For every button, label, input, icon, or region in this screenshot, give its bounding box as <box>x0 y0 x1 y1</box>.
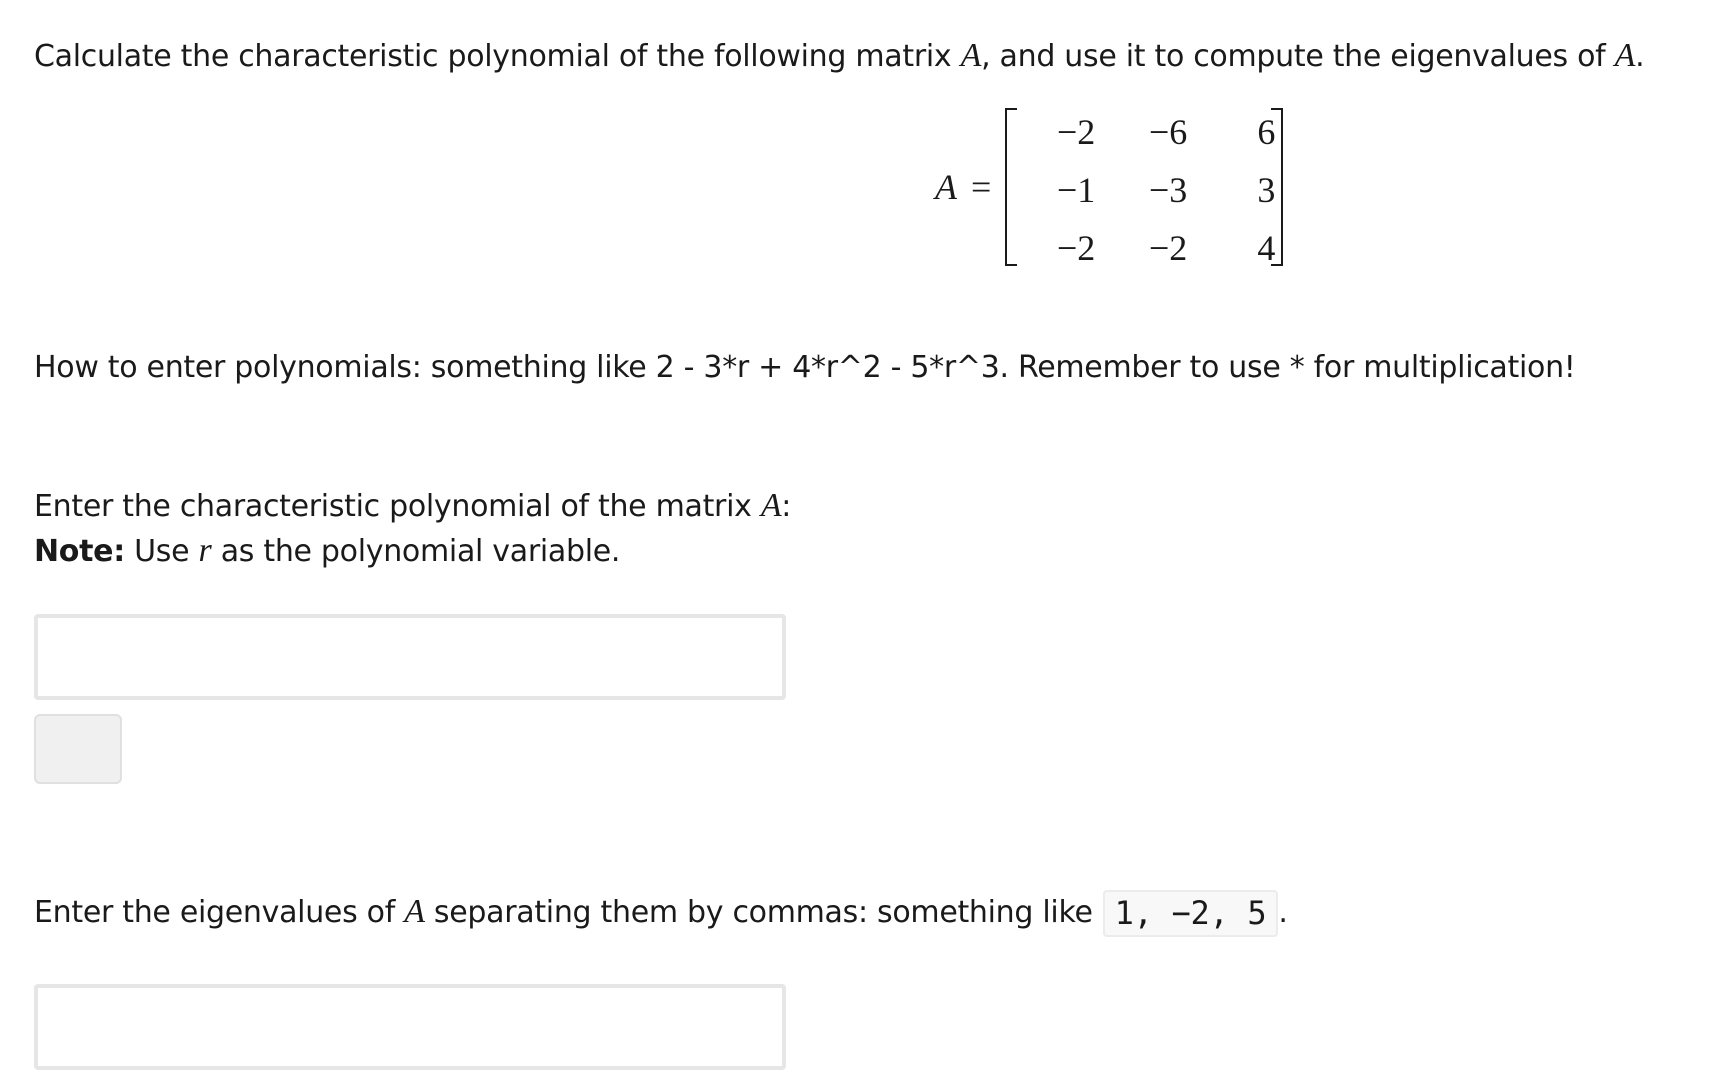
eigenvalues-prompt <box>34 890 1288 937</box>
matrix <box>1005 104 1283 270</box>
polynomial-prompt <box>34 484 791 528</box>
matrix-cell: −2 <box>1057 112 1096 152</box>
equation-editor-button[interactable] <box>34 714 122 784</box>
example-code: 1, −2, 5 <box>1103 890 1279 936</box>
matrix-cell: 6 <box>1257 112 1276 152</box>
eigen-prompt-pre: Enter the eigenvalues of <box>34 895 405 930</box>
matrix-cell: 4 <box>1257 228 1276 268</box>
polynomial-entry-hint: How to enter polynomials: something like 2 - 3*r + 4*r^2 - 5*r^3. Remember to use * for multiplication! <box>34 350 1576 385</box>
note-label: Note: <box>34 534 125 569</box>
matrix-variable: A <box>960 37 982 74</box>
polynomial-prompt-suffix: : <box>781 489 792 524</box>
matrix-cell: 3 <box>1257 170 1276 210</box>
matrix-cell: −2 <box>1057 228 1096 268</box>
eigen-prompt-end: . <box>1278 895 1288 930</box>
matrix-cell: −2 <box>1149 228 1188 268</box>
matrix-variable: A <box>404 893 425 930</box>
polynomial-variable: r <box>198 532 212 569</box>
matrix-variable: A <box>1614 37 1636 74</box>
question-part3: . <box>1635 39 1645 74</box>
matrix-variable: A <box>760 487 782 524</box>
eigenvalues-answer-input[interactable] <box>34 984 786 1070</box>
note-pre: Use <box>124 534 199 569</box>
matrix-equation <box>935 104 1283 270</box>
eigen-prompt-post: separating them by commas: something like <box>424 895 1093 930</box>
matrix-cell: −6 <box>1149 112 1188 152</box>
equals-sign: = <box>971 167 992 207</box>
matrix-cell: −1 <box>1057 170 1096 210</box>
polynomial-note <box>34 529 620 573</box>
question-text <box>34 34 1644 78</box>
question-part1: Calculate the characteristic polynomial of the following matrix <box>34 39 961 74</box>
matrix-cell: −3 <box>1149 170 1188 210</box>
polynomial-prompt-text: Enter the characteristic polynomial of the matrix <box>34 489 761 524</box>
note-post: as the polynomial variable. <box>211 534 621 569</box>
matrix-name: A <box>935 167 957 207</box>
question-part2: , and use it to compute the eigenvalues of <box>981 39 1615 74</box>
polynomial-answer-input[interactable] <box>34 614 786 700</box>
